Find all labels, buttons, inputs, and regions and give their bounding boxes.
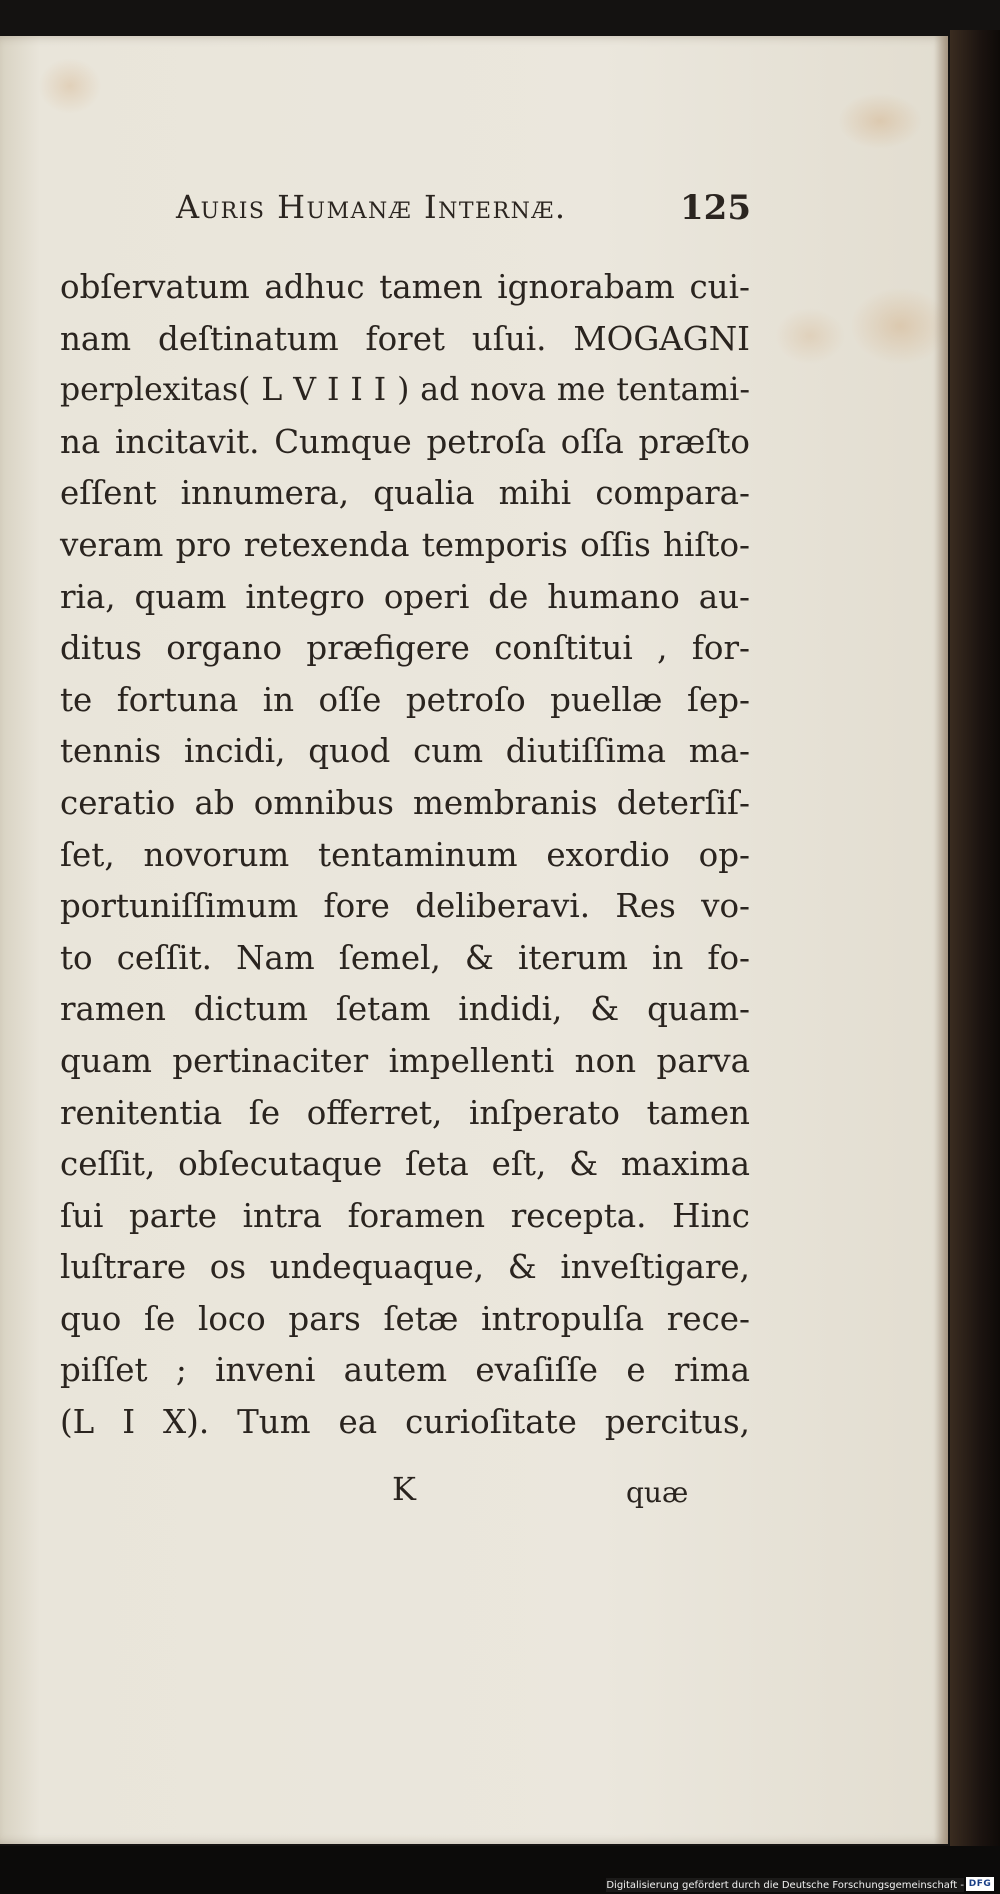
text-line: ceratio ab omnibus membranis deterſiſ- bbox=[60, 783, 750, 822]
page-edge-shadow bbox=[934, 36, 948, 1844]
signature-line bbox=[60, 1470, 750, 1520]
text-line: ditus organo præfigere conſtitui , for- bbox=[60, 629, 750, 668]
page-number: 125 bbox=[680, 188, 751, 228]
text-line: na incitavit. Cumque petroſa oſſa præſto bbox=[60, 422, 750, 461]
running-head bbox=[176, 188, 751, 238]
book-spine-edge bbox=[950, 30, 1000, 1850]
catchword: quæ bbox=[626, 1476, 689, 1509]
running-head-title: Auris Humanæ Internæ. bbox=[176, 188, 567, 226]
text-line: ramen dictum ſetam indidi, & quam- bbox=[60, 990, 750, 1029]
text-line: (L I X). Tum ea curioſitate percitus, bbox=[60, 1403, 750, 1442]
dfg-logo: DFG bbox=[966, 1877, 994, 1891]
signature-mark: K bbox=[392, 1470, 416, 1508]
text-line: piſſet ; inveni autem evaſiſſe e rima bbox=[60, 1351, 750, 1390]
text-line: obſervatum adhuc tamen ignorabam cui- bbox=[60, 268, 750, 306]
text-line: ria, quam integro operi de humano au- bbox=[60, 577, 750, 616]
text-line: ſui parte intra foramen recepta. Hinc bbox=[60, 1196, 750, 1235]
text-line: portuniſſimum fore deliberavi. Res vo- bbox=[60, 887, 750, 926]
text-line: quo ſe loco pars ſetæ intropulſa rece- bbox=[60, 1299, 750, 1338]
text-line: veram pro retexenda temporis oſſis hiſto- bbox=[60, 525, 750, 564]
text-line: quam pertinaciter impellenti non parva bbox=[60, 1041, 750, 1080]
text-line: tennis incidi, quod cum diutiſſima ma- bbox=[60, 732, 750, 771]
text-line: luſtrare os undequaque, & inveſtigare, bbox=[60, 1248, 750, 1287]
text-line: nam deſtinatum foret uſui. MOGAGNI bbox=[60, 319, 750, 358]
text-line: renitentia ſe offerret, inſperato tamen bbox=[60, 1093, 750, 1132]
body-text bbox=[60, 262, 750, 1449]
text-line: to ceſſit. Nam ſemel, & iterum in fo- bbox=[60, 938, 750, 977]
text-line: te fortuna in oſſe petroſo puellæ ſep- bbox=[60, 680, 750, 719]
text-line: eſſent innumera, qualia mihi compara- bbox=[60, 474, 750, 513]
text-line: ceſſit, obſecutaque ſeta eſt, & maxima bbox=[60, 1145, 750, 1184]
text-line: perplexitas( L V I I I ) ad nova me tentami- bbox=[60, 372, 750, 409]
digitization-credit: Digitalisierung gefördert durch die Deutsche Forschungsgemeinschaft - bbox=[606, 1879, 964, 1891]
text-line: ſet, novorum tentaminum exordio op- bbox=[60, 835, 750, 874]
